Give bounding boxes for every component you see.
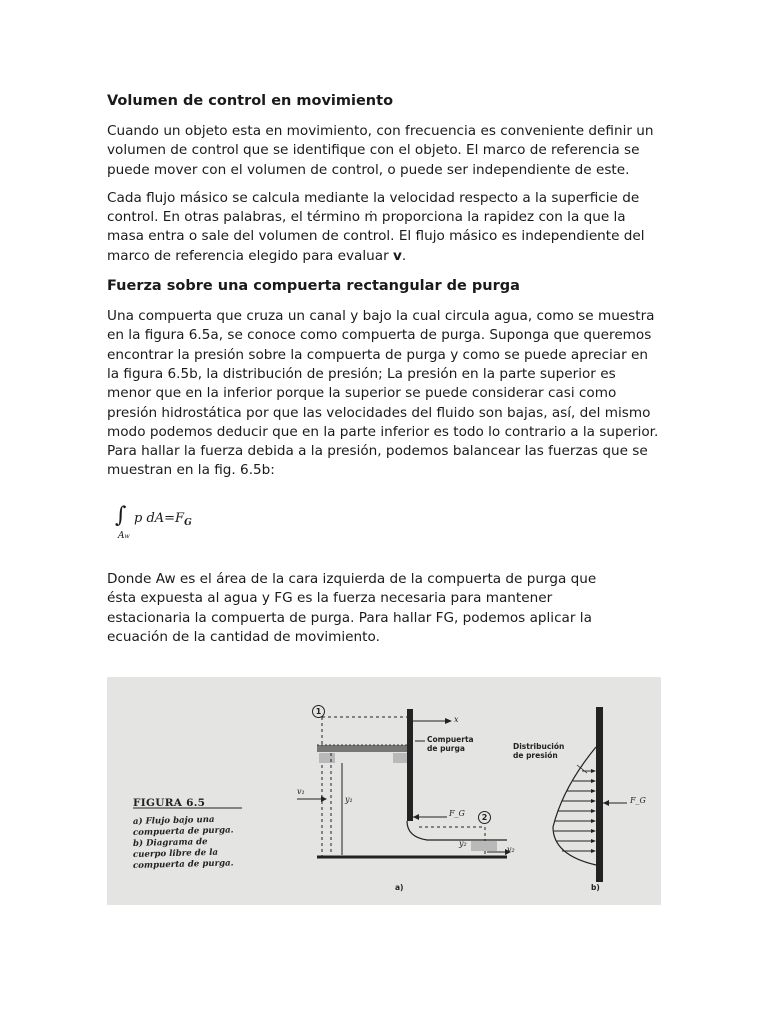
document-body [107,90,663,490]
pressure-arrowheads [591,769,596,853]
integral-expression [134,511,192,528]
section-marker-2: 2 [478,811,491,824]
subfigure-b-label: b) [591,883,600,892]
paragraph-mass-flow [107,189,663,266]
v2-label: v₂ [507,845,515,854]
x-axis-label: x [454,715,459,724]
velocity-symbol: v [393,247,402,264]
integral-subscript-a: A [118,531,125,541]
pressure-arrows [554,771,594,851]
section-heading-moving-control-volume: Volumen de control en movimiento [107,93,394,109]
paragraph-moving-object: Cuando un objeto esta en movimiento, con frecuencia es conveniente definir un volumen de control que se identifique con el objeto. El marco de referencia se puede mover con el volumen de control, o puede ser independiente de este. [107,123,654,178]
downstream-shade [471,841,497,851]
figure-caption-line: cuerpo libre de la [132,847,219,860]
integral-formula [115,500,315,550]
gate-label: Compuerta de purga [427,735,474,753]
integral-subscript [118,531,130,541]
integral-expression-subscript: G [184,518,192,528]
fg-b-label: F_G [630,796,646,805]
y2-label: y₂ [459,839,467,848]
figure-6-5-image [107,677,661,905]
fg-a-label: F_G [449,809,465,818]
y1-label: y₁ [345,795,353,804]
pressure-distribution-curve [553,747,596,865]
figure-caption-line: b) Diagrama de [132,837,208,849]
figure-caption-line: compuerta de purga. [132,858,234,871]
section-heading-sluice-gate: Fuerza sobre una compuerta rectangular de purga [107,278,520,295]
integral-expression-main: p dA=F [134,511,185,526]
figure-caption [133,797,263,872]
x-axis-arrowhead [445,718,452,724]
fg-b-arrowhead [603,800,609,806]
v1-label: v₁ [297,787,305,796]
fg-a-arrowhead [413,814,419,820]
integral-subscript-w: w [124,533,130,540]
paragraph-mass-flow-end: . [401,247,407,264]
section-marker-1: 1 [312,705,325,718]
integral-sign: ∫ [115,503,127,528]
sluice-gate [407,709,413,821]
vena-contracta-surface [407,821,507,840]
subfigure-a-label: a) [395,883,404,892]
upstream-water-surface [317,745,409,752]
paragraph-aw-definition: Donde Aw es el área de la cara izquierda de la compuerta de purga que ésta expuesta al agua y FG es la fuerza necesaria para mantener estacionaria la compuerta de purga. Para hallar FG, podemos aplicar la ecuación de la cantidad de movimiento. [107,571,597,645]
v1-arrowhead [321,796,327,802]
figure-title: FIGURA 6.5 [133,797,206,809]
figure-caption-line: a) Flujo bajo una [132,814,215,827]
gate-free-body [596,707,603,882]
upstream-shade-left [319,753,335,763]
pressure-distribution-label: Distribución de presión [513,742,565,760]
paragraph-mass-flow-text: Cada flujo másico se calcula mediante la velocidad respecto a la superficie de control. En otras palabras, el término ṁ proporciona la rapidez con la que la masa entra o sale del volumen de control. El flujo másico es independiente del marco de referencia elegido para evaluar [107,189,645,264]
upstream-shade-right [393,753,407,763]
figure-caption-line: compuerta de purga. [132,825,234,838]
paragraph-sluice-gate: Una compuerta que cruza un canal y bajo la cual circula agua, como se muestra en la figura 6.5a, se conoce como compuerta de purga. Suponga que queremos encontrar la presión sobre la compuerta de purga y como se puede apreciar en la figura 6.5b, la distribución de presión; La presión en la parte superior es menor que en la inferior porque la superior se puede considerar casi como presión hidrostática por que las velocidades del fluido son bajas, así, del mismo modo podemos deducir que en la parte inferior es todo lo contrario a la superior. Para hallar la fuerza debida a la presión, podemos balancear las fuerzas que se muestran en la fig. 6.5b: [107,308,659,479]
